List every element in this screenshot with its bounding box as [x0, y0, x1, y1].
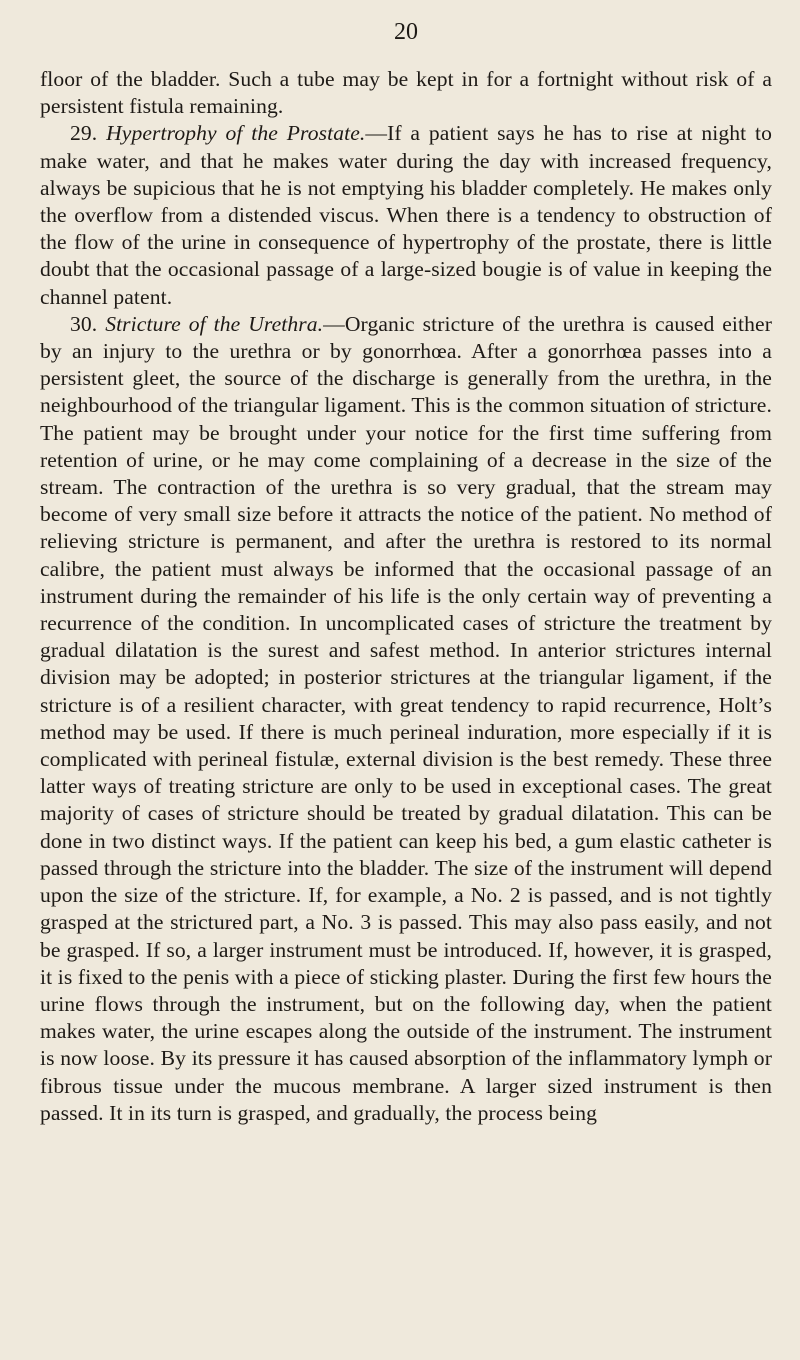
section-number: 29.	[70, 121, 98, 146]
section-30-paragraph	[40, 311, 772, 1127]
paragraph-text: —If a patient says he has to rise at night to make water, and that he makes water during the day with increased frequency, always be supicious that he is not emptying his bladder completely. He makes only the overflow from a distended viscus. When there is a tendency to obstruction of the flow of the urine in consequence of hypertrophy of the prostate, there is little doubt that the occasional passage of a large-sized bougie is of value in keeping the channel patent.	[40, 121, 773, 309]
page-number: 20	[394, 19, 418, 45]
paragraph-text: floor of the bladder. Such a tube may be kept in for a fortnight without risk of a persistent fistula remaining.	[40, 67, 772, 119]
body-text	[40, 66, 772, 1127]
paragraph-continuation	[40, 66, 772, 120]
section-number: 30.	[70, 311, 98, 336]
paragraph-text: —Organic stricture of the urethra is caused either by an injury to the urethra or by gonorrhœa. After a gonorrhœa passes into a persistent gleet, the source of the discharge is generally from the urethra, in the neighbourhood of the triangular ligament. This is the common situation of stricture. The patient may be brought under your notice for the first time suffering from retention of urine, or he may come complaining of a decrease in the size of the stream. The contraction of the urethra is so very gradual, that the stream may become of very small size before it attracts the notice of the patient. No method of relieving stricture is permanent, and after the urethra is restored to its normal calibre, the patient must always be informed that the occasional passage of an instrument during the remainder of his life is the only certain way of preventing a recurrence of the condition. In uncomplicated cases of stricture the treatment by gradual dilatation is the surest and safest method. In anterior strictures internal division may be adopted; in posterior strictures at the triangular ligament, if the stricture is of a resilient character, with great tendency to rapid recurrence, Holt’s method may be used. If there is much perineal induration, more especially if it is complicated with perineal fistulæ, external division is the best remedy. These three latter ways of treating stricture are only to be used in exceptional cases. The great majority of cases of stricture should be treated by gradual dilatation. This can be done in two distinct ways. If the patient can keep his bed, a gum elastic catheter is passed through the stricture into the bladder. The size of the instrument will depend upon the size of the stricture. If, for example, a No. 2 is passed, and is not tightly grasped at the strictured part, a No. 3 is passed. This may also pass easily, and not be grasped. If so, a larger instrument must be introduced. If, however, it is grasped, it is fixed to the penis with a piece of sticking plaster. During the first few hours the urine flows through the instrument, but on the following day, when the patient makes water, the urine escapes along the outside of the instrument. The instrument is now loose. By its pressure it has caused absorption of the inflammatory lymph or fibrous tissue under the mucous membrane. A larger sized instrument is then passed. It in its turn is grasped, and gradually, the process being	[40, 311, 772, 1125]
section-heading: Hypertrophy of the Prostate.	[106, 121, 366, 146]
section-29-paragraph	[40, 120, 772, 310]
section-heading: Stricture of the Urethra.	[105, 311, 324, 336]
